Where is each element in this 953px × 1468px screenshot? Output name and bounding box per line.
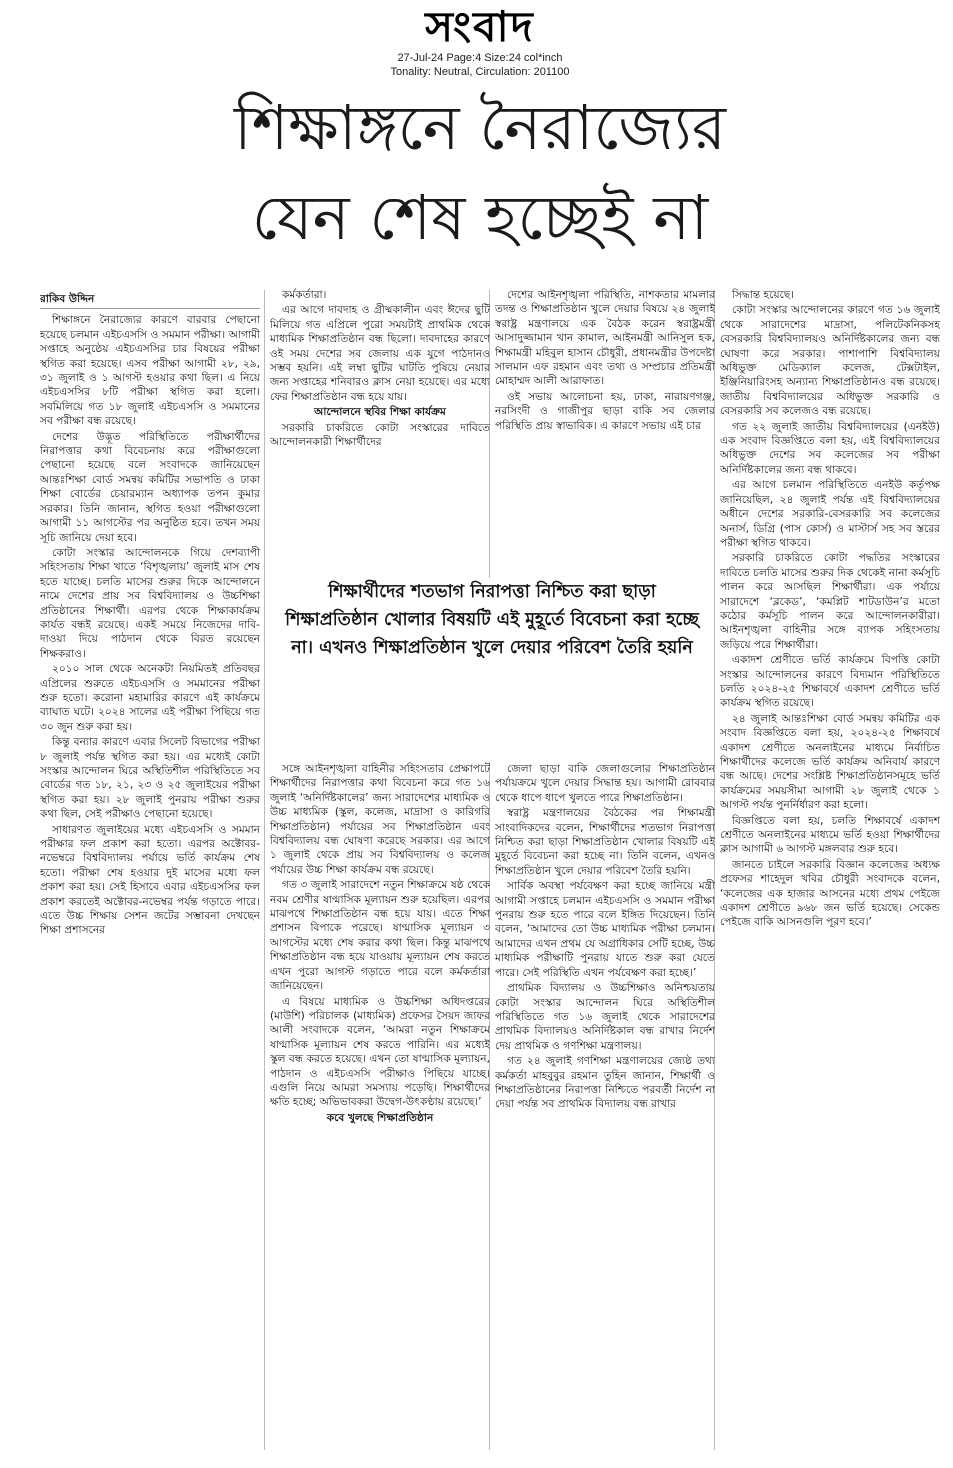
masthead-logo: সংবাদ [425, 2, 535, 51]
paragraph: সিদ্ধান্ত হয়েছে। [732, 289, 795, 301]
paragraph: গত ৩ জুলাই সারাদেশে নতুন শিক্ষাক্রমে ষষ্ঠ থেকে নবম শ্রেণীর ষাণ্মাসিক মূল্যায়ন শুরু হয়েছিল। এরপর মাঝপথে শিক্ষাপ্রতিষ্ঠান বন্ধ হয়ে যায়। এতে শিক্ষা প্রশাসন বিপাকে পরেছে। ষাণ্মাসিক মূল্যায়ন ৩ আগস্টের মধ্যে শেষ করার কথা ছিল। কিন্তু মাঝপথে শিক্ষাপ্রতিষ্ঠান বন্ধ হয়ে যাওয়ায় মূল্যায়ন শেষ করতে এখন পুরো আগস্ট গড়াতে পারে বলে কর্মকর্তারা জানিয়েছেন। [270, 879, 490, 993]
paragraph: দেশের আইনশৃঙ্খলা পরিস্থিতি, নাশকতার মামলার তদন্ত ও শিক্ষাপ্রতিষ্ঠান খুলে দেয়ার বিষয়ে ২৪ জুলাই স্বরাষ্ট্র মন্ত্রণালয়ে এক বৈঠক করেন স্বরাষ্ট্রমন্ত্রী আসাদুজ্জামান খান কামাল, আইনমন্ত্রী আনিসুল হক, শিক্ষামন্ত্রী মহিবুল হাসান চৌধুরী, প্রধানমন্ত্রীর উপদেষ্টা সালমান এফ রহমান এবং তথ্য ও সম্প্রচার প্রতিমন্ত্রী মোহাম্মদ আলী আরাফাত। [495, 289, 715, 388]
paragraph: কোটা সংস্কার আন্দোলনকে গিয়ে দেশব্যাপী সহিংসতায় শিক্ষা খাতে ‘বিশৃঙ্খলায়’ জুলাই মাস শেষ হতে যাচ্ছে। চলতি মাসের শুরুর দিকে আন্দোলনে নামে দেশের প্রায় সব বিশ্ববিদ্যালয় ও উচ্চশিক্ষা প্রতিষ্ঠানের শিক্ষার্থী। এরপর থেকে শিক্ষাকার্যক্রম কার্যত বন্ধই রয়েছে। একই সময়ে নিজেদের দাবি-দাওয়া দিয়ে পাঠদান থেকে বিরত রয়েছেন শিক্ষকরাও। [40, 546, 260, 660]
article-column-2-top [270, 288, 490, 578]
paragraph: শিক্ষাঙ্গনে নৈরাজ্যের কারণে বারবার পেছানো হয়েছে চলমান এইচএসসি ও সমমান পরীক্ষা। আগামী সপ্তাহে অনুষ্ঠেয় এইচএসসির চার বিষয়ের পরীক্ষা স্থগিত করা হয়েছে। এসব পরীক্ষা আগামী ২৮, ২৯, ৩১ জুলাই ও ১ আগস্ট হওয়ার কথা ছিল। এ নিয়ে এইচএসসির ৮টি পরীক্ষা স্থগিত করা হলো। সবমিলিয়ে গত ১৮ জুলাই এইচএসসি ও সমমানের সব পরীক্ষা বন্ধ রয়েছে। [40, 314, 260, 428]
paragraph: এ বিষয়ে মাধ্যমিক ও উচ্চশিক্ষা অধিদপ্তরের (মাউশি) পরিচালক (মাধ্যমিক) প্রফেসর সৈয়দ জাফর আলী সংবাদকে বলেন, ‘আমরা নতুন শিক্ষাক্রমে ষাণ্মাসিক মূল্যায়ন শেষ করতে পারিনি। এর মধ্যেই স্কুল বন্ধ করতে হয়েছে। এখন তো ষাণ্মাসিক মূল্যায়ন, পাঠদান ও এইচএসসি পরীক্ষাও পিছিয়ে যাচ্ছে। এগুলি নিয়ে আমরা সমস্যায় পড়েছি। শিক্ষার্থীদের ক্ষতি হচ্ছে; অভিভাবকরা উদ্বেগ-উৎকণ্ঠায় রয়েছে।’ [270, 995, 490, 1109]
headline-line-2: যেন শেষ হচ্ছেই না [251, 181, 709, 254]
article-column-2-bottom [270, 762, 490, 1448]
paragraph: কোটা সংস্কার আন্দোলনের কারণে গত ১৬ জুলাই থেকে সারাদেশের মাদ্রাসা, পলিটেকনিকসহ বেসরকারি বিশ্ববিদ্যালয়ও অনির্দিষ্টকালের জন্য বন্ধ ঘোষণা করে সরকার। পাশাপাশি বিশ্ববিদ্যালয় অধিভুক্ত মেডিক্যাল কলেজ, টেক্সটাইল, ইঞ্জিনিয়ারিংসহ অন্যান্য শিক্ষাপ্রতিষ্ঠানও বন্ধ রয়েছে। জাতীয় বিশ্ববিদ্যালয়ের অধিভুক্ত সরকারি ও বেসরকারি সব কলেজও বন্ধ রয়েছে। [720, 304, 940, 418]
article-column-1 [40, 292, 260, 1450]
paragraph: একাদশ শ্রেণীতে ভর্তি কার্যক্রমে বিপত্তি কোটা সংস্কার আন্দোলনের কারণে বিদ্যমান পরিস্থিতিতে চলতি ২০২৪-২৫ শিক্ষাবর্ষে একাদশ শ্রেণীতে ভর্তি কার্যক্রম স্থগিত রয়েছে। [720, 654, 940, 710]
clipping-meta-tonality: Tonality: Neutral, Circulation: 201100 [390, 66, 570, 78]
paragraph: সার্বিক অবস্থা পর্যবেক্ষণ করা হচ্ছে জানিয়ে মন্ত্রী আগামী সপ্তাহে চলমান এইচএসসি ও সমমান পরীক্ষা পুনরায় শুরু হতে পারে বলে ইঙ্গিত দিয়েছেন। তিনি বলেন, ‘আমাদের তো উচ্চ মাধ্যমিক পরীক্ষা চলমান। আমাদের এখন প্রথম যে অগ্রাধিকার সেটি হচ্ছে, উচ্চ মাধ্যমিক পরীক্ষাটি পুনরায় যাতে শুরু করা যেতে পারে। সেই পরিস্থিতি এখন পর্যবেক্ষণ করা হচ্ছে।’ [495, 880, 715, 979]
paragraph: দেশের উদ্ভূত পরিস্থিতিতে পরীক্ষার্থীদের নিরাপত্তার কথা বিবেচনায় করে পরীক্ষাগুলো পেছানো হয়েছে বলে সংবাদকে জানিয়েছেন আন্তঃশিক্ষা বোর্ড সমন্বয় কমিটির সভাপতি ও ঢাকা শিক্ষা বোর্ডের চেয়ারম্যান অধ্যাপক তপন কুমার সরকার। তিনি জানান, স্থগিত হওয়া পরীক্ষাগুলো আগামী ১১ আগস্টের পর অনুষ্ঠিত হবে। তখন সময় সূচি জানিয়ে দেয়া হবে। [40, 430, 260, 544]
paragraph: প্রাথমিক বিদ্যালয় ও উচ্চশিক্ষাও অনিশ্চয়তায় কোটা সংস্কার আন্দোলন ঘিরে অস্থিতিশীল পরিস্থিতিতে গত ১৬ জুলাই থেকে সারাদেশের প্রাথমিক বিদ্যালয়ও অনির্দিষ্টকাল বন্ধ রাখার নির্দেশ দেয় প্রাথমিক ও গণশিক্ষা মন্ত্রণালয়। [495, 982, 715, 1052]
article-column-3-bottom [495, 762, 715, 1448]
clipping-meta-line: 27-Jul-24 Page:4 Size:24 col*inch [397, 52, 563, 64]
column-divider [264, 290, 265, 1450]
subheading: আন্দোলনে স্থবির শিক্ষা কার্যক্রম [314, 406, 446, 419]
paragraph: স্বরাষ্ট্র মন্ত্রণালয়ের বৈঠকের পর শিক্ষামন্ত্রী সাংবাদিকদের বলেন, শিক্ষার্থীদের শতভাগ নিরাপত্তা নিশ্চিত করা ছাড়া শিক্ষাপ্রতিষ্ঠান খোলার বিষয়টি এই মুহূর্তে বিবেচনা করা হচ্ছে না। তিনি বলেন, এখনও শিক্ষাপ্রতিষ্ঠান খুলে দেয়ার পরিবেশ তৈরি হয়নি। [495, 807, 715, 877]
paragraph: সরকারি চাকরিতে কোটা পদ্ধতির সংস্কারের দাবিতে চলতি মাসের শুরুর দিক থেকেই নানা কর্মসূচি পালন করে আসছিল শিক্ষার্থীরা। এক পর্যায়ে সারাদেশে ‘ব্লকেড’, ‘কমপ্লিট শাটডাউন’র মতো কঠোর কর্মসূচি পালন করে আন্দোলনকারীরা। আইনশৃঙ্খলা বাহিনীর সঙ্গে ব্যাপক সহিংসতায় জড়িয়ে পরে শিক্ষার্থীরা। [720, 552, 940, 651]
paragraph: ২৪ জুলাই আন্তঃশিক্ষা বোর্ড সমন্বয় কমিটির এক সংবাদ বিজ্ঞপ্তিতে বলা হয়, ২০২৪-২৫ শিক্ষাবর্ষে একাদশ শ্রেণীতে অনলাইনের মাধ্যমে নির্বাচিত শিক্ষার্থীদের কলেজে ভর্তি কার্যক্রম অনিবার্য কারণে বন্ধ আছে। দেশের সংশ্লিষ্ট শিক্ষাপ্রতিষ্ঠানসমূহে ভর্তি কার্যক্রমের সময়সীমা আগামী ২৮ জুলাই থেকে ১ আগস্ট পর্যন্ত পুনর্নির্ধারণ করা হলো। [720, 712, 940, 812]
pull-quote: শিক্ষার্থীদের শতভাগ নিরাপত্তা নিশ্চিত করা ছাড়া শিক্ষাপ্রতিষ্ঠান খোলার বিষয়টি এই মুহূর্তে বিবেচনা করা হচ্ছে না। এখনও শিক্ষাপ্রতিষ্ঠান খুলে দেয়ার পরিবেশ তৈরি হয়নি [285, 582, 699, 658]
article-column-3-top [495, 288, 715, 578]
paragraph: এর আগে দাবদাহ ও গ্রীষ্মকালীন এবং ঈদের ছুটি মিলিয়ে গত এপ্রিলে পুরো সময়টাই প্রাথমিক থেকে মাধ্যমিক শিক্ষাপ্রতিষ্ঠান বন্ধ ছিলো। দাবদাহের কারণে ওই সময় দেশের সব জেলায় এক যুগে পাঠদানও সম্ভব হয়নি। এই লম্বা ছুটির ঘাটতি পুষিয়ে নেয়ার জন্য সপ্তাহের শনিবারও ক্লাস নেয়া হয়েছে। এর মধ্যে ফের শিক্ষাপ্রতিষ্ঠান বন্ধ হয়ে যায়। [270, 304, 490, 403]
paragraph: সঙ্গে আইনশৃঙ্খলা বাহিনীর সহিংসতার প্রেক্ষাপটে শিক্ষার্থীদের নিরাপত্তার কথা বিবেচনা করে গত ১৬ জুলাই ‘অনির্দিষ্টকালের’ জন্য সারাদেশের মাধ্যমিক ও উচ্চ মাধ্যমিক (স্কুল, কলেজ, মাদ্রাসা ও কারিগরি শিক্ষাপ্রতিষ্ঠান) পর্যায়ের সব শিক্ষাপ্রতিষ্ঠান এবং বিশ্ববিদ্যালয় বন্ধ ঘোষণা করেছে সরকার। এর আগে ১ জুলাই থেকে প্রায় সব বিশ্ববিদ্যালয় ও কলেজ পর্যায়ের উচ্চ শিক্ষা কার্যক্রম বন্ধ রয়েছে। [270, 763, 490, 876]
paragraph: ২০১০ সাল থেকে অনেকটা নিয়মিতই প্রতিবছর এপ্রিলের শুরুতে এইচএসসি ও সমমানের পরীক্ষা শুরু হতো। করোনা মহামারির কারণে এই কার্যক্রমে ব্যাঘাত ঘটে। ২০২৪ সালের এই পরীক্ষা পিছিয়ে গত ৩০ জুন শুরু করা হয়। [40, 663, 260, 733]
paragraph: ওই সভায় আলোচনা হয়, ঢাকা, নারায়ণগঞ্জ, নরসিংদী ও গাজীপুর ছাড়া বাকি সব জেলার পরিস্থিতি প্রায় স্বাভাবিক। এ কারণে সভায় এই চার [495, 390, 715, 432]
paragraph: সাধারণত জুলাইয়ের মধ্যে এইচএসসি ও সমমান পরীক্ষার ফল প্রকাশ করা হতো। এরপর অক্টোবর-নভেম্বরে বিশ্ববিদ্যালয় পর্যায়ে ভর্তি কার্যক্রম শেষ হতো। পরীক্ষা শেষ হওয়ার দুই মাসের মধ্যে ফল প্রকাশ করা হয়। সেই হিসাবে এবার এইচএসসির ফল প্রকাশ করতেই অক্টোবর-নভেম্বর পর্যন্ত গড়াতে পারে। এতে উচ্চ শিক্ষায় সেশন জটের সম্ভাবনা দেখছেন শিক্ষা প্রশাসনের [40, 823, 260, 937]
paragraph: জানতে চাইলে সরকারি বিজ্ঞান কলেজের অধ্যক্ষ প্রফেসর শাহেদুল খবির চৌধুরী সংবাদকে বলেন, ‘কলেজের এক হাজার আসনের মধ্যে প্রথম পেইজে একাদশ শ্রেণীতে ৯৬৮ জন ভর্তি হয়েছে। সেকেন্ড পেইজে বাকি আসনগুলি পূরণ হবে।’ [720, 858, 940, 929]
paragraph: এর আগে চলমান পরিস্থিতিতে এনইউ কর্তৃপক্ষ জানিয়েছিল, ২৪ জুলাই পর্যন্ত এই বিশ্ববিদ্যালয়ের অধীনে দেশের সরকারি-বেসরকারি সব কলেজের অনার্স, ডিগ্রি (পাস কোর্স) ও মাস্টার্স সহ সব স্তরের পরীক্ষা স্থগিত থাকবে। [720, 479, 940, 549]
headline-line-1: শিক্ষাঙ্গনে নৈরাজ্যের [233, 91, 726, 164]
paragraph: গত ২২ জুলাই জাতীয় বিশ্ববিদ্যালয়ের (এনইউ) এক সংবাদ বিজ্ঞপ্তিতে বলা হয়, এই বিশ্ববিদ্যালয়ের অধিভুক্ত দেশের সব কলেজের সব পরীক্ষা অনির্দিষ্টকালের জন্য বন্ধ থাকবে। [720, 420, 940, 476]
paragraph: বিজ্ঞপ্তিতে বলা হয়, চলতি শিক্ষাবর্ষে একাদশ শ্রেণীতে অনলাইনের মাধ্যমে ভর্তি হওয়া শিক্ষার্থীদের ক্লাস আগামী ৬ আগস্ট মঙ্গলবার শুরু হবে। [720, 814, 940, 856]
paragraph: কর্মকর্তারা। [282, 289, 327, 301]
paragraph: জেলা ছাড়া বাকি জেলাগুলোর শিক্ষাপ্রতিষ্ঠান পর্যায়ক্রমে খুলে দেয়ার সিদ্ধান্ত হয়। আগামী রোববার থেকে ধাপে ধাপে খুলতে পারে শিক্ষাপ্রতিষ্ঠান। [495, 763, 715, 804]
paragraph: সরকারি চাকরিতে কোটা সংস্কারের দাবিতে আন্দোলনকারী শিক্ষার্থীদের [270, 421, 490, 449]
paragraph: কিন্তু বন্যার কারণে এবার সিলেট বিভাগের পরীক্ষা ৮ জুলাই পর্যন্ত স্থগিত করা হয়। এর মধ্যেই কোটা সংস্কার আন্দোলন ঘিরে অস্থিতিশীল পরিস্থিতিতে সব বোর্ডের গত ১৮, ২১, ২৩ ও ২৫ জুলাইয়ের পরীক্ষা স্থগিত করা হয়। ২৮ জুলাই পুনরায় পরীক্ষা শুরুর কথা ছিল, সেই পরীক্ষাও পেছানো হয়েছে। [40, 736, 260, 821]
paragraph: গত ২৪ জুলাই গণশিক্ষা মন্ত্রণালয়ের জ্যেষ্ঠ তথ্য কর্মকর্তা মাহবুবুর রহমান তুহিন জানান, শিক্ষার্থী ও শিক্ষাপ্রতিষ্ঠানের নিরাপত্তা নিশ্চিতে পরবর্তী নির্দেশ না দেয়া পর্যন্ত সব প্রাথমিক বিদ্যালয় বন্ধ রাখার [495, 1055, 715, 1111]
subheading: কবে খুলছে শিক্ষাপ্রতিষ্ঠান [326, 1111, 434, 1124]
article-column-4 [720, 288, 940, 1448]
byline: রাকিব উদ্দিন [40, 292, 260, 309]
